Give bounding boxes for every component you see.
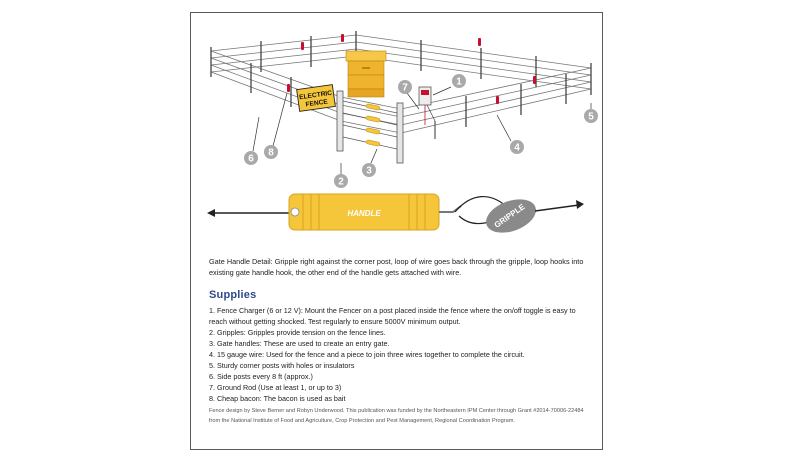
beehive-icon xyxy=(346,51,386,97)
electric-fence-sign xyxy=(297,85,336,112)
arrow-right-icon xyxy=(576,200,584,209)
callout-4-label: 4 xyxy=(514,142,520,154)
gate-handle-caption: Gate Handle Detail: Gripple right against the corner post, loop of wire goes back through the gripple, loop hooks into existing gate handle hook, the other end of the handle gets attached with wire. xyxy=(209,257,584,278)
supply-item: 7. Ground Rod (Use at least 1, or up to 3) xyxy=(209,383,342,392)
callout-1-label: 1 xyxy=(456,76,462,88)
fence-illustration xyxy=(191,13,604,253)
corner-post-left xyxy=(337,91,343,151)
gate-handle-detail xyxy=(207,193,584,239)
corner-post-right xyxy=(397,103,403,163)
supply-item: 6. Side posts every 8 ft (approx.) xyxy=(209,372,313,381)
supplies-title: Supplies xyxy=(209,289,257,301)
callout-3-label: 3 xyxy=(366,165,372,177)
callout-8-label: 8 xyxy=(268,147,274,159)
sign-line-2: FENCE xyxy=(305,98,329,109)
supply-item: 3. Gate handles: These are used to create an entry gate. xyxy=(209,339,390,348)
gripple-label: GRIPPLE xyxy=(492,202,527,230)
funding-credit: Fence design by Steve Berner and Robyn Underwood. This publication was funded by the Northeastern IPM Center through Grant #2014-70006-22484 from the National Institute of Food and Agriculture, Crop Protection and Pest Management, Regional Coordination Program. xyxy=(209,408,584,424)
sign-line-1: ELECTRIC xyxy=(298,89,333,102)
poster-sheet xyxy=(190,12,603,450)
handle-label: HANDLE xyxy=(347,209,381,218)
callout-2-label: 2 xyxy=(338,176,344,188)
arrow-left-icon xyxy=(207,209,215,217)
callout-5-label: 5 xyxy=(588,111,594,123)
gate-handles xyxy=(343,101,397,149)
callout-7-label: 7 xyxy=(402,82,408,94)
supply-item: 1. Fence Charger (6 or 12 V): Mount the Fencer on a post placed inside the fence where the on/off toggle is easy to reach without getting shocked. Test regularly to ensure 5000V minimum output. xyxy=(209,306,576,326)
supplies-list xyxy=(209,305,594,404)
supply-item: 2. Gripples: Gripples provide tension on the fence lines. xyxy=(209,328,386,337)
supply-item: 5. Sturdy corner posts with holes or insulators xyxy=(209,361,355,370)
callout-6-label: 6 xyxy=(248,153,254,165)
supply-item: 4. 15 gauge wire: Used for the fence and a piece to join three wires together to complete the circuit. xyxy=(209,350,525,359)
supply-item: 8. Cheap bacon: The bacon is used as bait xyxy=(209,394,346,403)
